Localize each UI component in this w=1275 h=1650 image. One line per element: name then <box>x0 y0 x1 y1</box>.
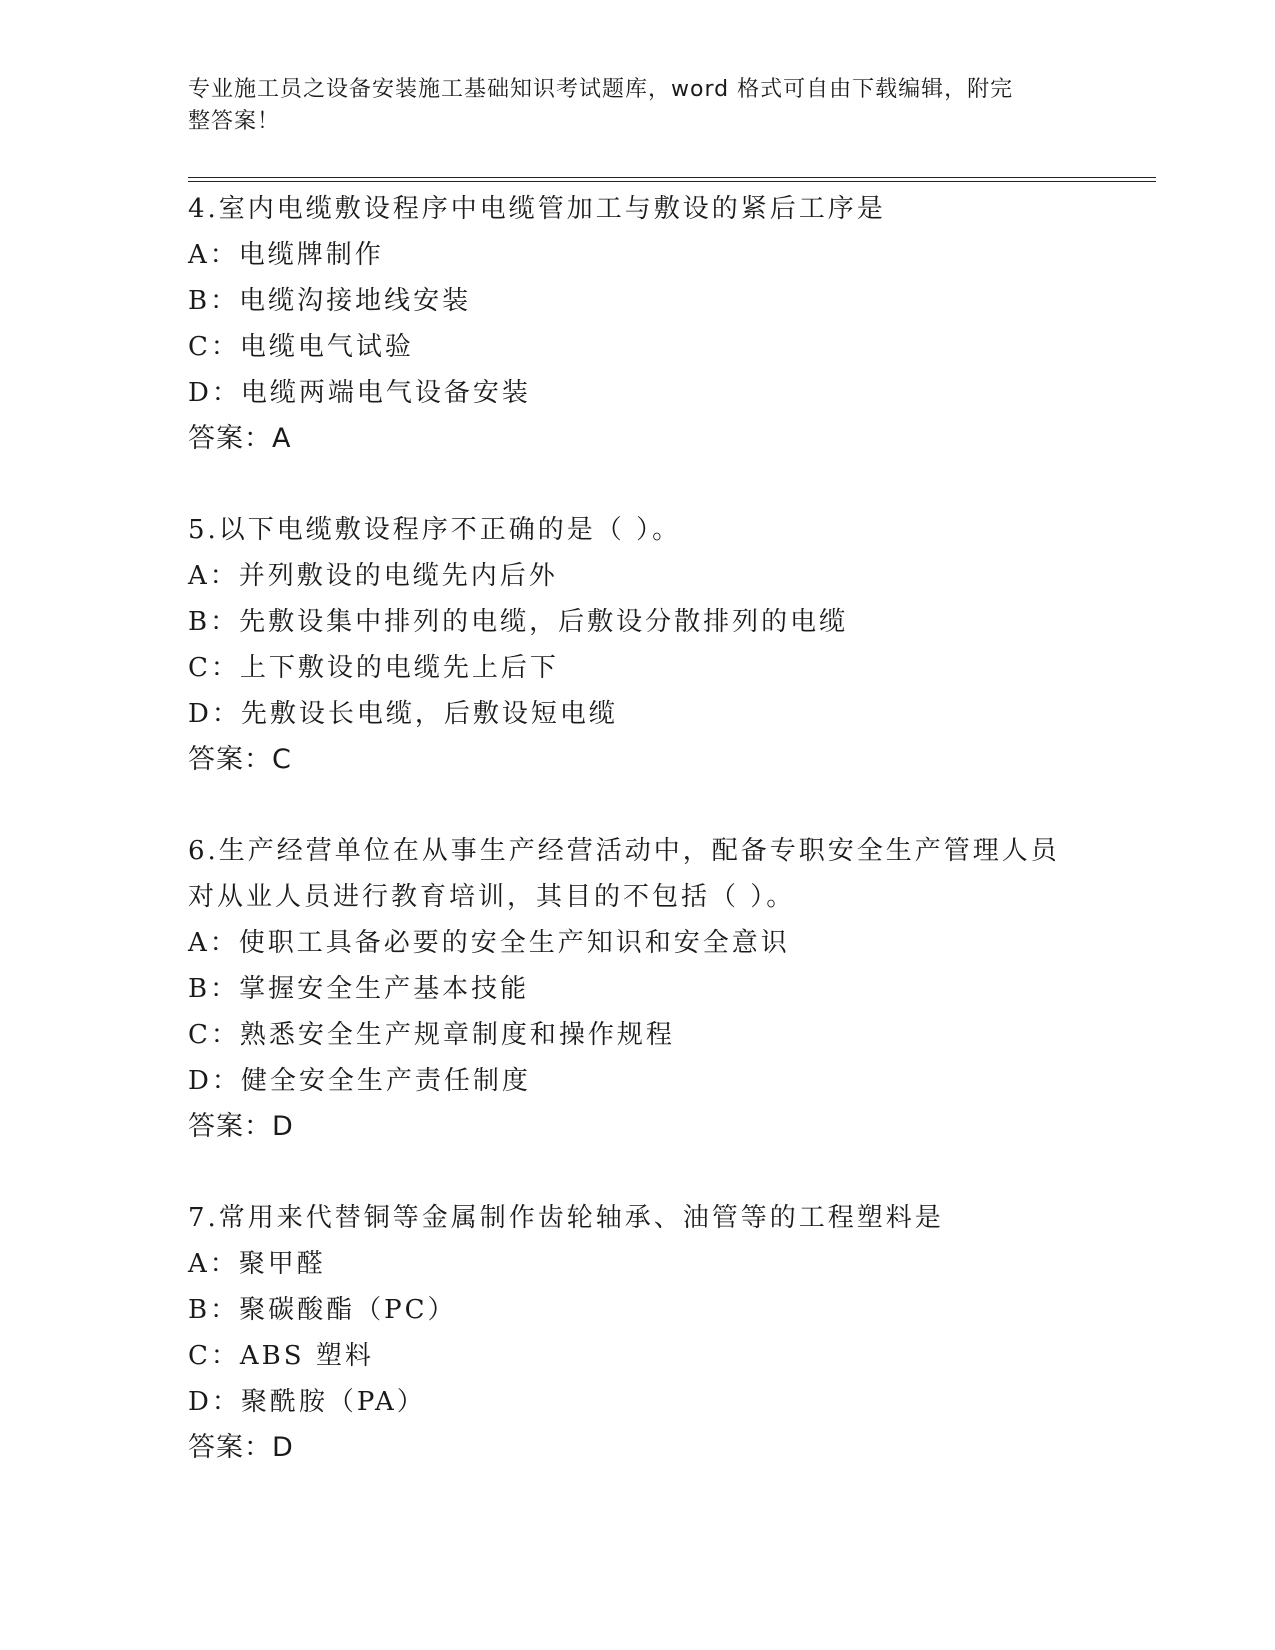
document-header <box>188 74 1088 138</box>
header-divider-bottom <box>188 181 1156 182</box>
option-d: D：健全安全生产责任制度 <box>188 1066 531 1096</box>
header-divider-top <box>188 177 1156 178</box>
question-text: 5.以下电缆敷设程序不正确的是（ ）。 <box>188 515 682 545</box>
option-d: D：聚酰胺（PA） <box>188 1387 426 1417</box>
option-b: B：聚碳酸酯（PC） <box>188 1295 457 1325</box>
answer: 答案：C <box>188 744 292 775</box>
question-text: 7.常用来代替铜等金属制作齿轮轴承、油管等的工程塑料是 <box>188 1203 944 1233</box>
option-c: C：熟悉安全生产规章制度和操作规程 <box>188 1020 675 1050</box>
option-b: B：先敷设集中排列的电缆，后敷设分散排列的电缆 <box>188 607 849 637</box>
option-b: B：电缆沟接地线安装 <box>188 286 472 316</box>
option-c: C：上下敷设的电缆先上后下 <box>188 653 559 683</box>
question-5 <box>188 507 1088 783</box>
question-6 <box>188 828 1088 1150</box>
question-text-line-2: 对从业人员进行教育培训，其目的不包括（ ）。 <box>188 882 796 912</box>
answer: 答案：D <box>188 1111 294 1142</box>
option-c: C：电缆电气试验 <box>188 332 414 362</box>
option-b: B：掌握安全生产基本技能 <box>188 974 530 1004</box>
answer: 答案：A <box>188 423 292 454</box>
header-line-1: 专业施工员之设备安装施工基础知识考试题库，word 格式可自由下载编辑，附完 <box>188 77 1014 102</box>
option-a: A：并列敷设的电缆先内后外 <box>188 561 558 591</box>
option-d: D：电缆两端电气设备安装 <box>188 378 531 408</box>
option-d: D：先敷设长电缆，后敷设短电缆 <box>188 699 618 729</box>
option-a: A：聚甲醛 <box>188 1249 326 1279</box>
option-a: A：电缆牌制作 <box>188 240 384 270</box>
answer: 答案：D <box>188 1432 294 1463</box>
header-line-2: 整答案！ <box>188 109 281 134</box>
option-a: A：使职工具备必要的安全生产知识和安全意识 <box>188 928 790 958</box>
question-text-line-1: 6.生产经营单位在从事生产经营活动中，配备专职安全生产管理人员 <box>188 836 1060 866</box>
question-4 <box>188 186 1088 462</box>
option-c: C：ABS 塑料 <box>188 1341 374 1371</box>
question-7 <box>188 1195 1088 1471</box>
question-text: 4.室内电缆敷设程序中电缆管加工与敷设的紧后工序是 <box>188 194 886 224</box>
